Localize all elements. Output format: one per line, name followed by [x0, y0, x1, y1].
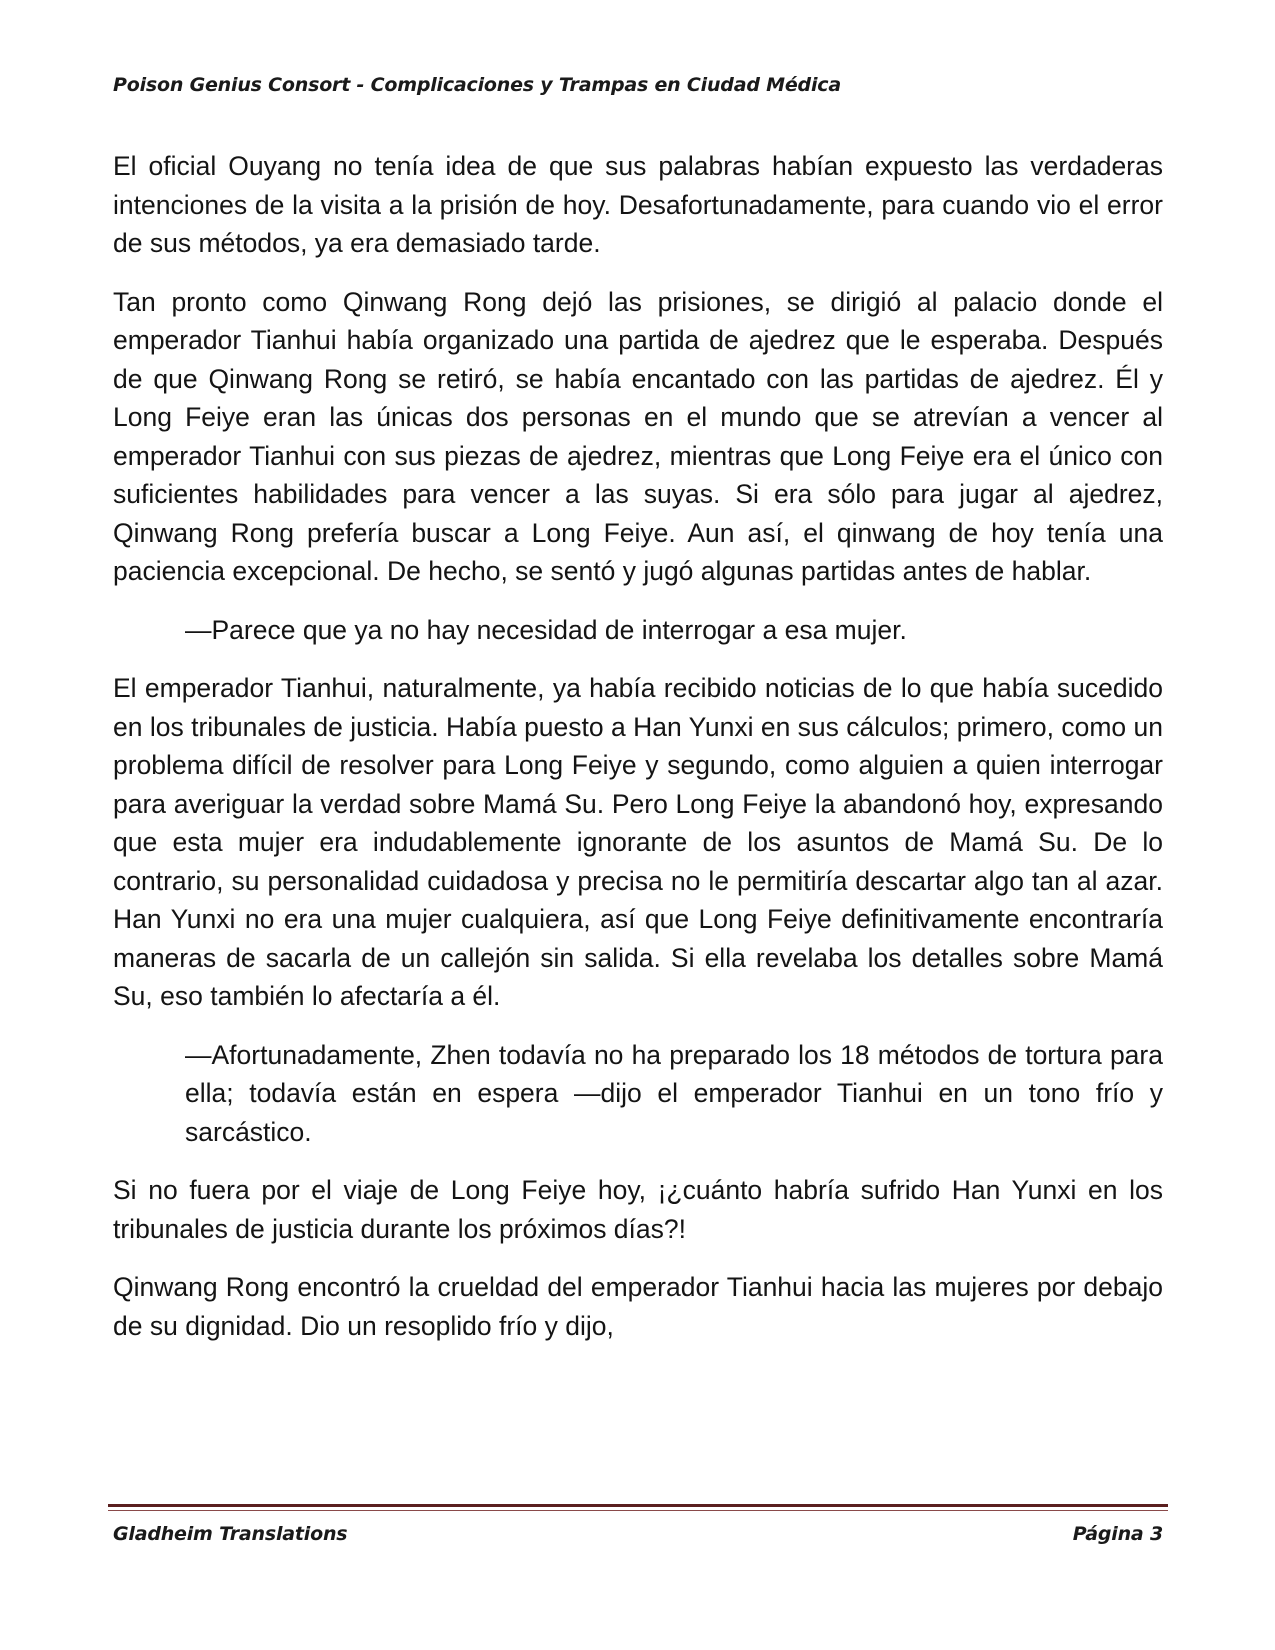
footer-divider	[108, 1504, 1168, 1507]
paragraph: Qinwang Rong encontró la crueldad del emperador Tianhui hacia las mujeres por debajo de su dignidad. Dio un resoplido frío y dijo,	[113, 1272, 1163, 1341]
paragraph: Tan pronto como Qinwang Rong dejó las prisiones, se dirigió al palacio donde el emperador Tianhui había organizado una partida de ajedrez que le esperaba. Después de que Qinwang Rong se retiró, se había encantado con las partidas de ajedrez. Él y Long Feiye eran las únicas dos personas en el mundo que se atrevían a vencer al emperador Tianhui con sus piezas de ajedrez, mientras que Long Feiye era el único con suficientes habilidades para vencer a las suyas. Si era sólo para jugar al ajedrez, Qinwang Rong prefería buscar a Long Feiye. Aun así, el qinwang de hoy tenía una paciencia excepcional. De hecho, se sentó y jugó algunas partidas antes de hablar.	[113, 286, 1163, 586]
paragraph: El emperador Tianhui, naturalmente, ya había recibido noticias de lo que había sucedido en los tribunales de justicia. Había puesto a Han Yunxi en sus cálculos; primero, como un problema difícil de resolver para Long Feiye y segundo, como alguien a quien interrogar para averiguar la verdad sobre Mamá Su. Pero Long Feiye la abandonó hoy, expresando que esta mujer era indudablemente ignorante de los asuntos de Mamá Su. De lo contrario, su personalidad cuidadosa y precisa no le permitiría descartar algo tan al azar. Han Yunxi no era una mujer cualquiera, así que Long Feiye definitivamente encontraría maneras de sacarla de un callejón sin salida. Si ella revelaba los detalles sobre Mamá Su, eso también lo afectaría a él.	[113, 673, 1163, 1011]
paragraph: El oficial Ouyang no tenía idea de que sus palabras habían expuesto las verdaderas intenciones de la visita a la prisión de hoy. Desafortunadamente, para cuando vio el error de sus métodos, ya era demasiado tarde.	[113, 151, 1163, 258]
footer-divider-thin	[108, 1510, 1168, 1511]
dialogue-paragraph: —Afortunadamente, Zhen todavía no ha preparado los 18 métodos de tortura para ella; todavía están en espera —dijo el emperador Tianhui en un tono frío y sarcástico.	[185, 1039, 1163, 1147]
running-header-title: Poison Genius Consort - Complicaciones y Trampas en Ciudad Médica	[113, 74, 841, 96]
paragraph: Si no fuera por el viaje de Long Feiye hoy, ¡¿cuánto habría sufrido Han Yunxi en los tribunales de justicia durante los próximos días?!	[113, 1175, 1163, 1244]
body-text	[113, 147, 1163, 1365]
page-number: Página 3	[1072, 1523, 1163, 1545]
dialogue-paragraph: —Parece que ya no hay necesidad de interrogar a esa mujer.	[185, 614, 907, 645]
footer-publisher: Gladheim Translations	[113, 1523, 348, 1545]
